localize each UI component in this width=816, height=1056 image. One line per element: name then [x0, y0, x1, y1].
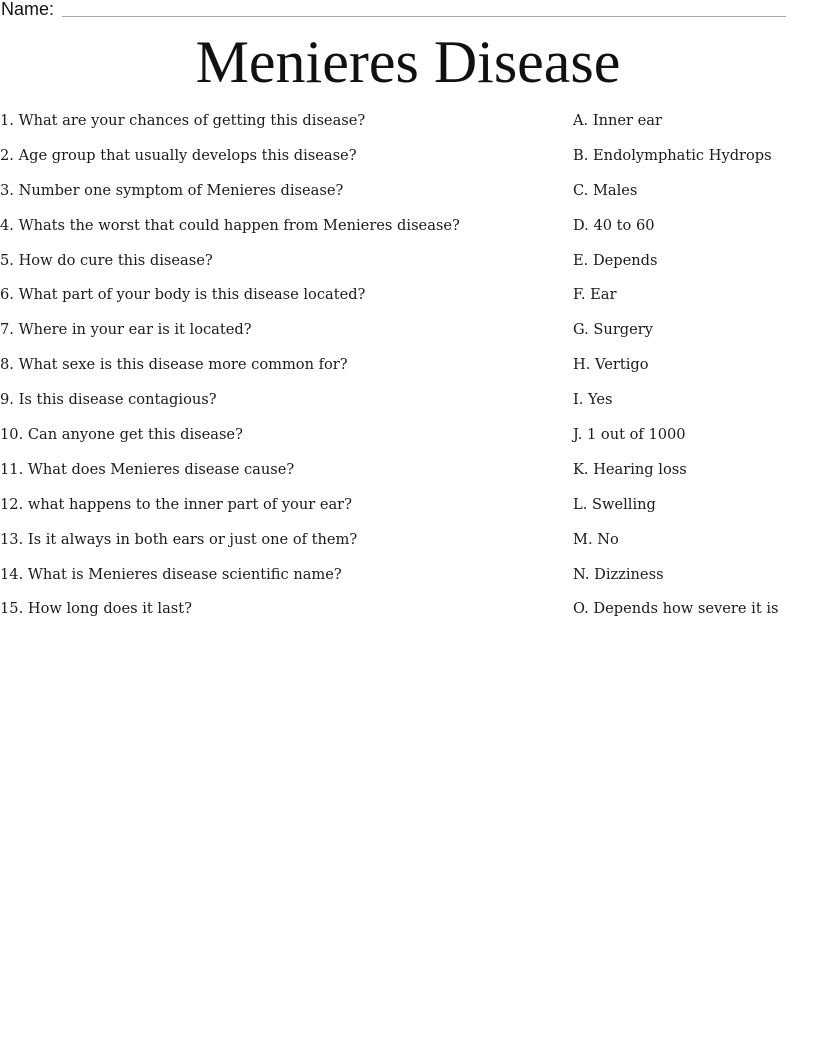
clue-number: 9. — [0, 391, 14, 409]
answer-item — [573, 530, 816, 565]
clue-text: What part of your body is this disease located? — [18, 286, 366, 304]
answer-item — [573, 460, 816, 495]
answer-item — [573, 355, 816, 390]
answer-letter: C. — [573, 181, 589, 199]
clue-text: Age group that usually develops this disease? — [18, 146, 357, 164]
clue-text: Where in your ear is it located? — [18, 321, 252, 339]
clue-item — [0, 181, 560, 216]
answer-item — [573, 181, 816, 216]
answer-text: Yes — [588, 391, 613, 409]
name-field-row — [0, 0, 790, 20]
answer-text: Inner ear — [592, 112, 662, 129]
clue-item — [0, 425, 560, 460]
clue-text: What sexe is this disease more common for? — [18, 356, 348, 374]
answer-item — [573, 495, 816, 530]
answer-letter: H. — [573, 356, 591, 374]
clue-text: what happens to the inner part of your ear? — [27, 495, 352, 513]
worksheet-title: Menieres Disease — [195, 29, 621, 95]
answer-letter: E. — [573, 251, 589, 269]
answer-letter: F. — [573, 286, 586, 304]
clue-item — [0, 216, 560, 251]
answer-list — [573, 111, 816, 634]
answer-letter: D. — [573, 216, 589, 234]
clue-number: 1. — [0, 112, 14, 129]
answer-letter: A. — [573, 112, 589, 129]
clue-text: What are your chances of getting this disease? — [18, 112, 366, 129]
clue-text: What does Menieres disease cause? — [27, 460, 295, 478]
clue-item — [0, 530, 560, 565]
clue-number: 2. — [0, 146, 14, 164]
clue-item — [0, 390, 560, 425]
clue-text: How long does it last? — [27, 600, 192, 618]
clue-text: How do cure this disease? — [18, 251, 213, 269]
clue-number: 3. — [0, 181, 14, 199]
clue-item — [0, 285, 560, 320]
answer-item — [573, 216, 816, 251]
answer-text: Males — [592, 181, 638, 199]
answer-letter: G. — [573, 321, 589, 339]
clue-item — [0, 320, 560, 355]
clue-number: 8. — [0, 356, 14, 374]
answer-letter: M. — [573, 530, 593, 548]
answer-text: Surgery — [593, 321, 653, 339]
answer-letter: L. — [573, 495, 588, 513]
answer-letter: J. — [573, 426, 583, 444]
clue-number: 7. — [0, 321, 14, 339]
clue-number: 15. — [0, 600, 24, 618]
answer-text: Endolymphatic Hydrops — [593, 146, 772, 164]
clue-item — [0, 565, 560, 600]
answer-item — [573, 146, 816, 181]
answer-item — [573, 285, 816, 320]
answer-item — [573, 599, 816, 634]
answer-item — [573, 565, 816, 600]
answer-text: 1 out of 1000 — [587, 426, 686, 444]
answer-item — [573, 320, 816, 355]
clue-number: 6. — [0, 286, 14, 304]
answer-text: Depends how severe it is — [593, 600, 779, 618]
clue-number: 13. — [0, 530, 24, 548]
clue-number: 11. — [0, 460, 24, 478]
answer-text: Dizziness — [594, 565, 664, 583]
answer-text: Swelling — [591, 495, 656, 513]
clue-item — [0, 111, 560, 146]
answer-letter: K. — [573, 460, 589, 478]
clue-item — [0, 251, 560, 286]
clue-item — [0, 146, 560, 181]
answer-letter: N. — [573, 565, 590, 583]
answer-item — [573, 425, 816, 460]
answer-item — [573, 390, 816, 425]
clue-text: Is it always in both ears or just one of them? — [27, 530, 358, 548]
answer-text: Vertigo — [595, 356, 649, 374]
answer-text: Depends — [592, 251, 658, 269]
answer-letter: O. — [573, 600, 589, 618]
answer-letter: I. — [573, 391, 584, 409]
clue-list — [0, 111, 560, 634]
name-blank-line[interactable] — [62, 16, 786, 17]
answer-item — [573, 111, 816, 146]
clue-number: 12. — [0, 495, 24, 513]
clue-number: 10. — [0, 426, 24, 444]
clue-item — [0, 495, 560, 530]
clue-text: Number one symptom of Menieres disease? — [18, 181, 344, 199]
clue-item — [0, 599, 560, 634]
answer-text: Hearing loss — [593, 460, 687, 478]
clue-text: Is this disease contagious? — [18, 391, 217, 409]
clue-number: 4. — [0, 216, 14, 234]
clue-number: 5. — [0, 251, 14, 269]
answer-text: Ear — [590, 286, 617, 304]
clue-item — [0, 355, 560, 390]
clue-text: Whats the worst that could happen from Menieres disease? — [18, 216, 460, 234]
clue-item — [0, 460, 560, 495]
name-label: Name: — [1, 0, 55, 19]
clue-text: Can anyone get this disease? — [27, 426, 243, 444]
answer-text: No — [597, 530, 619, 548]
clue-number: 14. — [0, 565, 24, 583]
answer-letter: B. — [573, 146, 589, 164]
answer-text: 40 to 60 — [593, 216, 655, 234]
clue-text: What is Menieres disease scientific name? — [27, 565, 342, 583]
answer-item — [573, 251, 816, 286]
